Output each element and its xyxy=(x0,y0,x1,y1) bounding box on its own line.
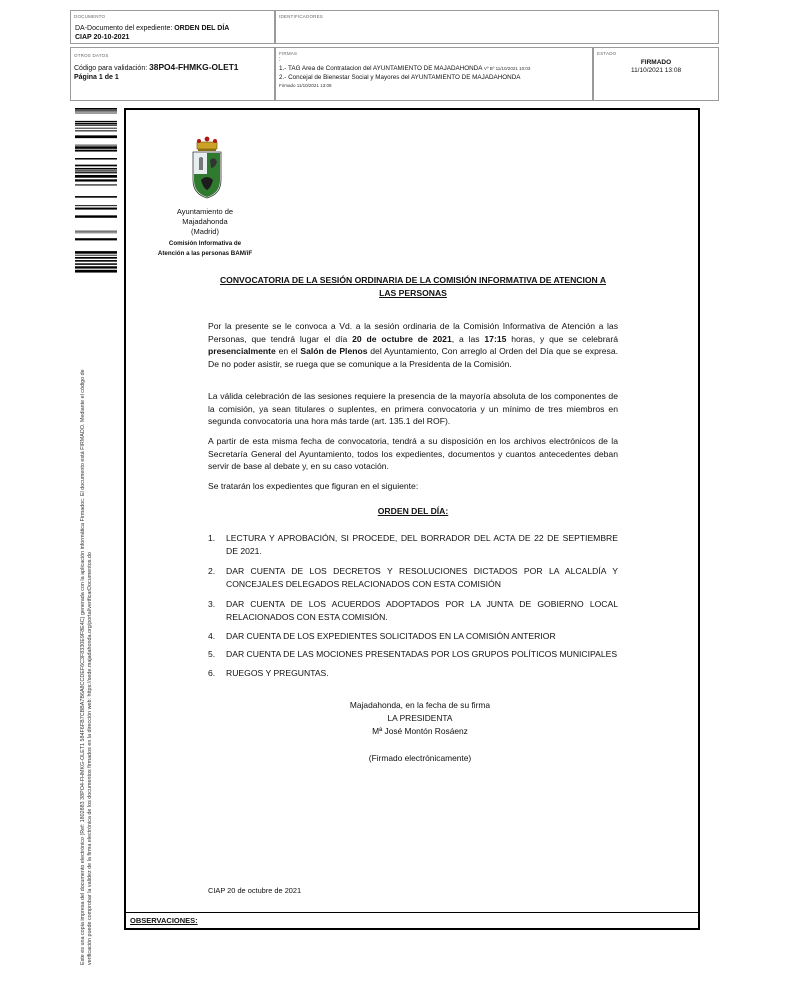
header-otros-datos-box xyxy=(70,47,275,101)
codigo-value: 38PO4-FHMKG-OLET1 xyxy=(149,62,239,72)
header-identificadores-box xyxy=(275,10,719,44)
signature-name: Mª José Montón Rosáenz xyxy=(372,726,468,736)
header-firmas-box xyxy=(275,47,593,101)
signature-electronic-note: (Firmado electrónicamente) xyxy=(368,753,472,763)
documento-line2: CIAP 20-10-2021 xyxy=(75,34,130,41)
document-footer-code: CIAP 20 de octubre de 2021 xyxy=(208,886,302,895)
documento-prefix: DA-Documento del expediente: xyxy=(75,25,173,32)
agenda-item-number: 2. xyxy=(208,566,216,576)
orden-del-dia-heading: ORDEN DEL DÍA: xyxy=(377,506,449,516)
pagina-count: Página 1 de 1 xyxy=(74,74,119,81)
coat-of-arms-logo xyxy=(189,136,225,200)
agenda-item-number: 6. xyxy=(208,668,216,678)
firma-1-text: 1.- TAG Area de Contratacion del AYUNTAMIENTO DE MAJADAHONDA xyxy=(279,65,483,72)
p1-part-c: horas, y que se celebrará xyxy=(506,333,618,344)
document-title-line1: CONVOCATORIA DE LA SESIÓN ORDINARIA DE LA COMISIÓN INFORMATIVA DE ATENCION A xyxy=(219,275,607,285)
p1-part-e: del Ayuntamiento, Con arreglo al Orden del Día que se expresa. De no poder asistir, se ruega que se comunique a la Presidenta de la Comisión. xyxy=(208,346,618,369)
agenda-item-text: RUEGOS Y PREGUNTAS. xyxy=(226,668,329,678)
paragraph-archivos: A partir de esta misma fecha de convocatoria, tendrá a su disposición en los archivos electrónicos de la Secretaría General del Ayuntamiento, todos los expedientes, documentos y cuantos antecedentes deban servir de base al debate y, en su caso votación. xyxy=(208,436,618,472)
agenda-item-number: 5. xyxy=(208,649,216,659)
header-estado-box xyxy=(593,47,719,101)
documento-type: ORDEN DEL DÍA xyxy=(174,25,230,32)
codigo-prefix: Código para validación: xyxy=(74,65,148,72)
p1-part-b: , a las xyxy=(451,333,485,344)
org-commission-line2: Atención a las personas BAM/iF xyxy=(157,250,253,257)
documento-line1 xyxy=(75,24,229,33)
agenda-item-number: 4. xyxy=(208,631,216,641)
agenda-item-text: LECTURA Y APROBACIÓN, SI PROCEDE, DEL BORRADOR DEL ACTA DE 22 DE SEPTIEMBRE DE 2021. xyxy=(226,533,618,556)
firma-2-date: Firmado 11/10/2021 13:08 xyxy=(279,83,332,88)
documento-label: DOCUMENTO xyxy=(74,14,106,19)
p1-date: 20 de octubre de 2021 xyxy=(352,333,452,344)
org-name-line2: Majadahonda xyxy=(182,217,228,226)
agenda-item-text: DAR CUENTA DE LAS MOCIONES PRESENTADAS POR LOS GRUPOS POLÍTICOS MUNICIPALES xyxy=(226,649,618,659)
agenda-item-text: DAR CUENTA DE LOS DECRETOS Y RESOLUCIONES DICTADOS POR LA ALCALDÍA Y CONCEJALES DELEGADOS RELACIONADOS CON ESTA COMISIÓN xyxy=(226,566,618,589)
agenda-item-text: DAR CUENTA DE LOS ACUERDOS ADOPTADOS POR LA JUNTA DE GOBIERNO LOCAL RELACIONADOS CON ESTA COMISIÓN. xyxy=(226,599,618,622)
firma-1-date: Vº Bº 11/10/2021 10:03 xyxy=(483,66,531,71)
firmas-dot: : xyxy=(279,57,281,63)
agenda-item xyxy=(208,565,618,591)
identificadores-label: IDENTIFICADORES xyxy=(279,14,324,19)
firma-2: 2.- Concejal de Bienestar Social y Mayores del AYUNTAMIENTO DE MAJADAHONDA xyxy=(279,74,521,81)
side-verification-text-2: verificación puede comprobar la validez de la firma electrónica de los documentos firmados en la dirección web: https://sede.majadahonda.org/portal/verificarDocumentos.do xyxy=(87,552,93,965)
p1-part-a: Por la presente se le convoca a Vd. a la sesión ordinaria de la Comisión Informativa de Atención a las Personas, que tendrá lugar el día xyxy=(208,321,618,344)
estado-label: ESTADO xyxy=(597,51,617,56)
p1-time: 17:15 xyxy=(484,333,507,344)
barcode-image xyxy=(75,108,117,276)
agenda-item-text: DAR CUENTA DE LOS EXPEDIENTES SOLICITADOS EN LA COMISIÓN ANTERIOR xyxy=(226,631,556,641)
agenda-item xyxy=(208,532,618,558)
otros-datos-label: OTROS DATOS xyxy=(74,53,109,58)
agenda-item xyxy=(208,630,618,643)
agenda-item xyxy=(208,667,618,680)
paragraph-expedientes: Se tratarán los expedientes que figuran en el siguiente: xyxy=(208,481,419,491)
p1-mode: presencialmente xyxy=(208,346,276,357)
agenda-item xyxy=(208,598,618,624)
codigo-validacion xyxy=(74,63,238,73)
org-commission-line1: Comisión Informativa de xyxy=(168,240,242,247)
firma-1 xyxy=(279,64,530,73)
estado-value: FIRMADO xyxy=(640,59,672,66)
agenda-item-number: 1. xyxy=(208,533,216,543)
header-document-box xyxy=(70,10,275,44)
observaciones-bar xyxy=(126,912,698,928)
org-name-line1: Ayuntamiento de xyxy=(176,207,234,216)
agenda-item xyxy=(208,648,618,661)
paragraph-quorum: La válida celebración de las sesiones requiere la presencia de la mayoría absoluta de los componentes de la comisión, ya sean titulares o suplentes, en primera convocatoria y un mínimo de tres miembros en segunda convocatoria una hora más tarde (art. 135.1 del ROF). xyxy=(208,391,618,427)
observaciones-label: OBSERVACIONES: xyxy=(130,916,198,925)
p1-place: Salón de Plenos xyxy=(300,346,368,357)
org-name-line3: (Madrid) xyxy=(191,227,219,236)
signature-role: LA PRESIDENTA xyxy=(387,713,453,723)
side-verification-text-1: Este es una copia impresa del documento electrónico (Ref: 1802883 38PO4-FHMKG-OLET1 584F6FB7CBBA7B6A8CCDEF6C3F8330E9F8E4C) generada con la aplicación informática Firmadoc. El documento está FIRMADO. Mediante el código de xyxy=(80,369,86,965)
paragraph-convocatoria xyxy=(208,320,618,370)
estado-date: 11/10/2021 13:08 xyxy=(630,67,682,74)
agenda-item-number: 3. xyxy=(208,599,216,609)
firmas-label: FIRMAS xyxy=(279,51,298,56)
document-title-line2: LAS PERSONAS xyxy=(379,288,447,298)
p1-part-d: en el xyxy=(275,346,301,357)
signature-place-date: Majadahonda, en la fecha de su firma xyxy=(349,700,491,710)
